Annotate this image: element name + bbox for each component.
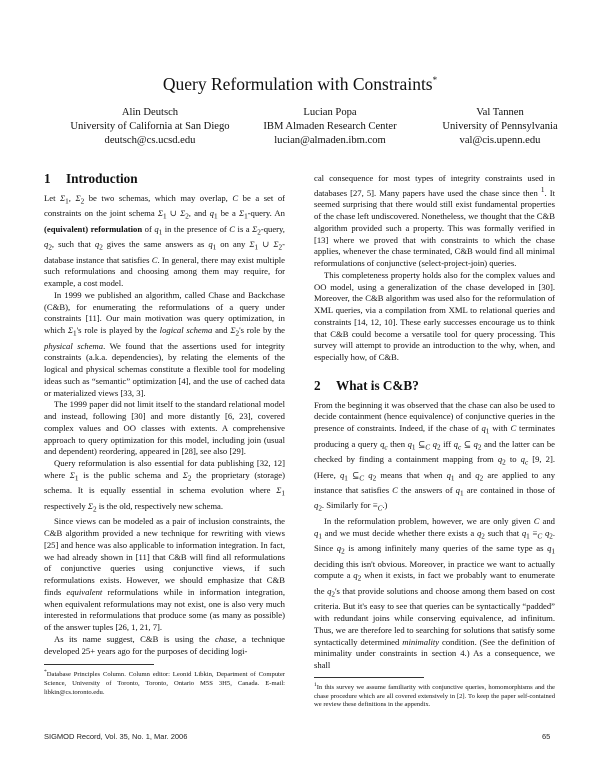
body-paragraph: As its name suggest, C&B is using the chase, a technique developed 25+ years ago for the purposes of deciding logi- — [44, 633, 286, 656]
column-footnote — [44, 668, 285, 697]
author-block — [40, 106, 260, 148]
right-column — [314, 173, 555, 710]
section-title: Introduction — [66, 171, 138, 186]
author-email[interactable]: deutsch@cs.ucsd.edu — [104, 135, 196, 146]
paper-title — [0, 74, 600, 95]
body-paragraph: This completeness property holds also for the complex values and OO model, using a generalization of the chase developed in [30]. Moreover, the C&B algorithm was used also for the reformulation of XML queries, via a compilation from XML to relational queries and constraints [14, 12, 10]. These early successes encourage us to think that C&B could become a versatile tool for query processing. This survey will attempt to provide an introduction to the why, when, and especially how, of C&B. — [314, 269, 555, 363]
title-footnote-mark: * — [432, 75, 438, 86]
body-paragraph: cal consequence for most types of integrity constraints used in databases [27, 5]. Many papers have used the chase since then $^1$. It seemed surprising that there would still exist fundamental properties of the chase left undiscovered. Nonetheless, we thought that the C&B algorithm provided such a property. This was formally verified in [13] where we proved that with constraints to which the chase applies, whenever the chase terminated, C&B would find all minimal reformulations of conjunctive (select-project-join) queries. — [314, 173, 555, 269]
body-paragraph: From the beginning it was observed that the chase can also be used to decide containment (hence equivalence) of conjunctive queries in the presence of constraints. Indeed, if the chase of $q_1$ with C terminates producing a query $q_c$ then $q_1$ $⊆_C$ $q_2$ iff $q_c$ ⊆ $q_2$ and the latter can be checked by finding a containment mapping from $q_2$ to $q_c$ [9, 2]. (Here, $q_1$ $⊆_C$ $q_2$ means that when $q_1$ and $q_2$ are applied to any instance that satisfies C the answers of $q_1$ are contained in those of $q_2$. Similarly for $\equiv_C$.) — [314, 399, 556, 514]
author-block — [398, 106, 600, 148]
footnote-1 — [314, 681, 555, 710]
author-name: Lucian Popa — [303, 107, 357, 118]
author-affiliation: University of California at San Diego — [70, 121, 230, 132]
footnote-rule — [44, 664, 154, 665]
section-title: What is C&B? — [336, 377, 419, 393]
body-paragraph: In 1999 we published an algorithm, called Chase and Backchase (C&B), for enumerating the reformulations of a query under constraints [11]. Our main motivation was query optimization, in which $\Sigma_1's$ role is played by the logical schema and $\Sigma_2's$ role by the physical schema. We found that the assertions used for integrity constraints (a.k.a. dependencies), by relating the elements of the logical and physical schemas constitute a flexible tool for modeling ideas such as “semantic” optimization [4], and the use of cached data or materialized views [33, 3]. — [44, 289, 285, 398]
section-heading-introduction — [44, 173, 285, 185]
section-number: 1 — [44, 171, 51, 186]
body-paragraph: Since views can be modeled as a pair of inclusion constraints, the C&B algorithm provided a new technique for rewriting with views [25] and hence was also applicable to information integration. In fact, we had already shown in [11] that C&B will find all reformulations of conjunctive queries using conjunctive views, if such reformulations exists. However, we should emphasize that C&B finds equivalent reformulations while in information integration, when equivalent reformulations may not exist, one is also very much interested in reformulations that produce some (as many as possible) of the answer tuples [26, 1, 21, 7]. — [44, 516, 286, 632]
author-email[interactable]: val@cis.upenn.edu — [459, 135, 541, 146]
title-text: Query Reformulation with Constraints — [162, 74, 433, 94]
footnote-rule — [314, 677, 424, 678]
section-number: 2 — [314, 377, 321, 393]
footnote-mark: * — [44, 669, 47, 676]
section-heading-what-is-cb — [314, 377, 555, 393]
body-paragraph: In the reformulation problem, however, we are only given C and $q_1$ and we must decide whether there exists a $q_2$ such that $q_1 \equiv_C$ $q_2$. Since $q_2$ is among infinitely many queries of the same type as $q_1$ deciding this isn't obvious. Moreover, in practice we want to actually compute a $q_2$ when it exists, in fact we probably want to enumerate the $q_2's$ that provide solutions and choose among them based on cost criteria. But it's easy to see that queries can be syntactically “padded” with redundant joins while conserving equivalence, ad infinitum. Thus, we are therefore led to searching for solutions that satisfy some syntactically determined minimality condition. (See the definition of minimality under constraints in section 4.) As a consequence, we shall — [314, 515, 556, 671]
page-number: 65 — [542, 732, 551, 741]
author-name: Alin Deutsch — [121, 107, 179, 118]
body-paragraph: The 1999 paper did not limit itself to the standard relational model and instead, following [30] and more distantly [6, 23], covered complex values and OO classes with extents. A comprehensive approach to query optimization for this model, including join (usual and dependent) reordering, appeared in [28], see also [29]. — [44, 399, 285, 457]
body-paragraph: Let $\Sigma_1$, $\Sigma_2$ be two schemas, which may overlap, C be a set of constraints on the joint schema $\Sigma_1$ ∪ $\Sigma_2$, and $q_1$ be a $\Sigma_1$-query. An (equivalent) reformulation of $q_1$ in the presence of C is a $\Sigma_2$-query, $q_2$, such that $q_2$ gives the same answers as $q_1$ on any $\Sigma_1$ ∪ $\Sigma_2$-database instance that satisfies C. In general, there may exist multiple such reformulations and choosing among them may require, for example, a cost model. — [44, 192, 286, 289]
author-affiliation: University of Pennsylvania — [442, 121, 558, 132]
left-column — [44, 173, 285, 697]
footnote-text: Column editor: Leonid Libkin, Department of Computer Science, University of Toronto, Toronto, Ontario M5S 3H5, Canada. E-mail: libkin@cs.toronto.edu. — [44, 671, 285, 696]
footnote-text: In this survey we assume familiarity with conjunctive queries, homomorphisms and the chase procedure which are all covered extensively in [2]. To keep the paper self-contained we review these definitions in the appendix. — [314, 684, 555, 709]
footnote-title: Database Principles Column. — [46, 671, 126, 679]
page-footer-venue: SIGMOD Record, Vol. 35, No. 1, Mar. 2006 — [44, 732, 188, 741]
author-email[interactable]: lucian@almaden.ibm.com — [274, 135, 386, 146]
author-name: Val Tannen — [476, 107, 524, 118]
body-paragraph: Query reformulation is also essential for data publishing [32, 12] where $\Sigma_1$ is the public schema and $\Sigma_2$ the proprietary (storage) schema. It is equally essential in schema evolution where $\Sigma_1$ respectively $\Sigma_2$ is the old, respectively new schema. — [44, 458, 285, 514]
author-affiliation: IBM Almaden Research Center — [263, 121, 397, 132]
footnote-mark: 1 — [314, 681, 317, 688]
